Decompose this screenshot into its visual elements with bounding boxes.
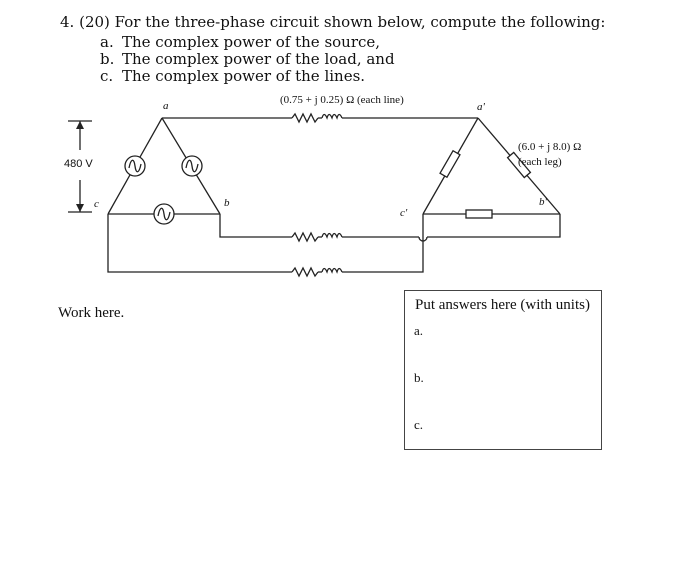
part-text: The complex power of the lines. [122, 67, 366, 85]
node-label-c: c [94, 198, 99, 210]
answer-box[interactable] [404, 290, 602, 450]
node-label-a: a [163, 100, 169, 112]
answer-c-label: c. [414, 417, 424, 432]
arrow-down-icon [76, 204, 84, 212]
answer-b-label: b. [414, 370, 424, 385]
line-impedance-label: (0.75 + j 0.25) Ω (each line) [280, 94, 404, 106]
voltage-source-bc [154, 204, 174, 224]
voltage-source-ca [125, 156, 145, 176]
part-text: The complex power of the source, [122, 33, 381, 51]
load-leg-label: (each leg) [518, 156, 562, 168]
work-label: Work here. [58, 305, 125, 321]
question-number: 4. [60, 13, 75, 31]
question-points: (20) [79, 13, 110, 31]
part-letter: c. [100, 67, 114, 85]
line-a [162, 114, 478, 122]
answer-a-label: a. [414, 323, 424, 338]
line-c [108, 214, 423, 276]
load-impedance-label: (6.0 + j 8.0) Ω [518, 141, 582, 153]
load-impedance-ca [440, 151, 460, 178]
part-letter: b. [100, 50, 115, 68]
node-label-b: b [224, 197, 230, 209]
voltage-label: 480 V [64, 158, 93, 170]
node-label-b-prime: b' [539, 196, 547, 208]
arrow-up-icon [76, 121, 84, 129]
question-prompt: For the three-phase circuit shown below, compute the following: [114, 13, 606, 31]
answer-title: Put answers here (with units) [415, 297, 590, 313]
load-impedance-bc [466, 210, 492, 218]
part-text: The complex power of the load, and [122, 50, 395, 68]
line-b [220, 214, 560, 241]
node-label-c-prime: c' [400, 207, 408, 219]
part-letter: a. [100, 33, 114, 51]
voltage-source-ab [182, 156, 202, 176]
node-label-a-prime: a' [477, 101, 485, 113]
